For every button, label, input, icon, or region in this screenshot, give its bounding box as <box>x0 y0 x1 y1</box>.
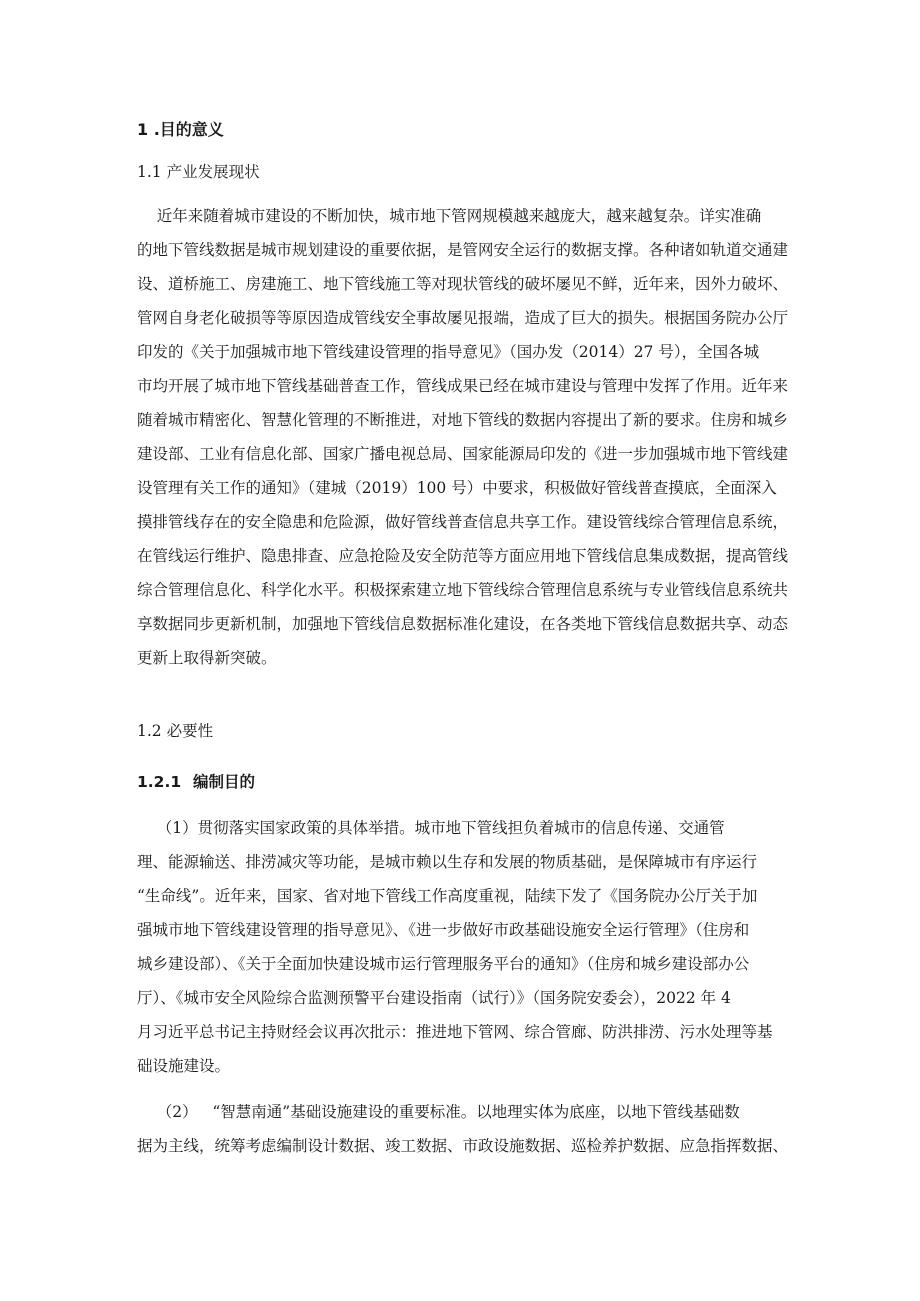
paragraph-line: 的地下管线数据是城市规划建设的重要依据，是管网安全运行的数据支撑。各种诸如轨道交通建 <box>137 241 789 259</box>
heading-purpose-significance: 1 .目的意义 <box>137 120 224 139</box>
paragraph-line: 印发的《关于加强城市地下管线建设管理的指导意见》（国办发（2014）27 号），全国各城 <box>137 343 760 361</box>
heading-title: 编制目的 <box>193 773 256 791</box>
paragraph-line: 设、道桥施工、房建施工、地下管线施工等对现状管线的破坏屡见不鲜，近年来，因外力破坏、 <box>137 275 789 293</box>
paragraph-line: 理、能源输送、排涝减灾等功能，是城市赖以生存和发展的物质基础，是保障城市有序运行 <box>137 853 758 871</box>
paragraph-line: （1）贯彻落实国家政策的具体举措。城市地下管线担负着城市的信息传递、交通管 <box>137 819 725 837</box>
paragraph-line: （2） “智慧南通”基础设施建设的重要标准。以地理实体为底座，以地下管线基础数 <box>137 1103 740 1121</box>
paragraph-line: 近年来随着城市建设的不断加快，城市地下管网规模越来越庞大，越来越复杂。详实准确 <box>137 207 762 225</box>
paragraph-line: “生命线”。近年来，国家、省对地下管线工作高度重视，陆续下发了《国务院办公厅关于加 <box>137 887 758 905</box>
paragraph-line: 更新上取得新突破。 <box>137 649 277 667</box>
paragraph-line: 强城市地下管线建设管理的指导意见》、《进一步做好市政基础设施安全运行管理》（住房和 <box>137 921 750 939</box>
paragraph-line: 设管理有关工作的通知》（建城（2019）100 号）中要求，积极做好管线普查摸底，全面深入 <box>137 479 777 497</box>
paragraph-line: 月习近平总书记主持财经会议再次批示：推进地下管网、综合管廊、防洪排涝、污水处理等基 <box>137 1023 773 1041</box>
paragraph-line: 管网自身老化破损等等原因造成管线安全事故屡见报端，造成了巨大的损失。根据国务院办公厅 <box>137 309 789 327</box>
paragraph-line: 础设施建设。 <box>137 1057 231 1075</box>
heading-necessity: 1.2 必要性 <box>137 722 214 740</box>
paragraph-line: 城乡建设部）、《关于全面加快建设城市运行管理服务平台的通知》（住房和城乡建设部办公 <box>137 955 750 973</box>
paragraph-line: 厅）、《城市安全风险综合监测预警平台建设指南（试行）》（国务院安委会），2022 年 4 <box>137 989 731 1007</box>
paragraph-line: 据为主线，统筹考虑编制设计数据、竣工数据、市政设施数据、巡检养护数据、应急指挥数据、 <box>137 1137 789 1155</box>
paragraph-line: 市均开展了城市地下管线基础普查工作，管线成果已经在城市建设与管理中发挥了作用。近年来 <box>137 377 789 395</box>
heading-industry-status: 1.1 产业发展现状 <box>137 163 260 181</box>
paragraph-line: 在管线运行维护、隐患排查、应急抢险及安全防范等方面应用地下管线信息集成数据，提高管线 <box>137 547 789 565</box>
heading-compilation-purpose <box>137 770 255 794</box>
paragraph-line: 随着城市精密化、智慧化管理的不断推进，对地下管线的数据内容提出了新的要求。住房和城乡 <box>137 411 789 429</box>
paragraph-line: 综合管理信息化、科学化水平。积极探索建立地下管线综合管理信息系统与专业管线信息系统共 <box>137 581 789 599</box>
paragraph-line: 建设部、工业有信息化部、国家广播电视总局、国家能源局印发的《进一步加强城市地下管线建 <box>137 445 789 463</box>
paragraph-line: 摸排管线存在的安全隐患和危险源，做好管线普查信息共享工作。建设管线综合管理信息系统， <box>137 513 789 531</box>
paragraph-line: 享数据同步更新机制，加强地下管线信息数据标准化建设，在各类地下管线信息数据共享、动态 <box>137 615 789 633</box>
heading-number: 1.2.1 <box>137 773 182 791</box>
